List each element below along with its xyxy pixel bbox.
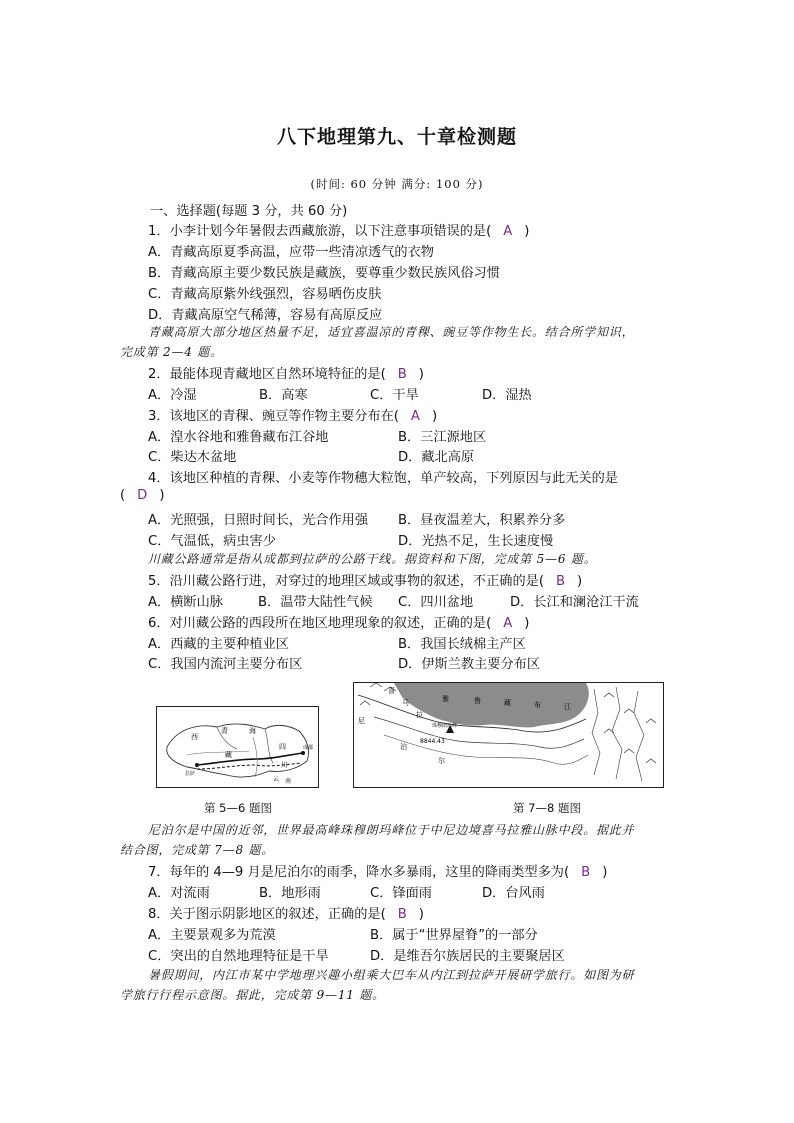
map1-label-chuan: 川 xyxy=(281,761,288,769)
question-3-stem: 3．该地区的青稞、豌豆等作物主要分布在( A ) xyxy=(148,409,438,424)
passage-1-line-1: 青藏高原大部分地区热量不足，适宜喜温凉的青稞、豌豆等作物生长。结合所学知识， xyxy=(148,325,635,339)
question-8-answer: B xyxy=(397,907,407,922)
question-2-stem: 2．最能体现青藏地区自然环境特征的是( B ) xyxy=(148,367,424,382)
highway-map-drawing xyxy=(157,707,318,787)
question-8-stem: 8．关于图示阴影地区的叙述，正确的是( B ) xyxy=(148,907,424,922)
question-4-option-c: C．气温低，病虫害少 xyxy=(148,534,276,549)
map2-label-ya: 雅 xyxy=(442,695,449,703)
passage-4-line-2: 学旅行行程示意图。据此，完成第 9—11 题。 xyxy=(120,988,385,1002)
river-east-3 xyxy=(634,691,644,781)
map2-label-lu: 鲁 xyxy=(474,697,481,705)
question-5-option-c: C．四川盆地 xyxy=(398,595,474,610)
map2-label-la: 拉 xyxy=(416,711,423,719)
question-6-option-c: C．我国内流河主要分布区 xyxy=(148,657,303,672)
question-7-option-c: C．锋面雨 xyxy=(370,886,432,901)
question-7-answer: B xyxy=(581,865,591,880)
question-4-answer: D xyxy=(137,488,148,503)
map2-label-jiang: 江 xyxy=(564,703,571,711)
question-8-option-a: A．主要景观多为荒漠 xyxy=(148,928,276,943)
question-6-option-d: D．伊斯兰教主要分布区 xyxy=(398,657,541,672)
question-4-option-d: D．光热不足，生长速度慢 xyxy=(398,534,554,549)
question-3-option-b: B．三江源地区 xyxy=(398,430,487,445)
shaded-plateau-region xyxy=(394,683,589,727)
question-5-answer: B xyxy=(555,574,566,589)
map2-label-bu: 布 xyxy=(534,701,541,709)
sichuan-tibet-highway-map xyxy=(156,706,319,788)
question-2-option-d: D．湿热 xyxy=(482,388,532,403)
passage-1-line-2: 完成第 2—4 题。 xyxy=(120,345,223,359)
map1-label-lhasa: 拉萨 xyxy=(185,771,196,777)
map2-label-bo: 泊 xyxy=(400,743,407,751)
map1-label-qing: 青 xyxy=(221,727,228,735)
map1-label-si: 四 xyxy=(279,743,286,751)
question-3-option-c: C．柴达木盆地 xyxy=(148,450,237,465)
question-1-stem: 1．小李计划今年暑假去西藏旅游，以下注意事项错误的是( A ) xyxy=(148,224,530,239)
question-4-answer-line: ( D ) xyxy=(120,488,165,503)
map2-label-elevation: 8844.43 xyxy=(420,738,445,745)
map2-label-zang: 藏 xyxy=(504,699,511,707)
map2-label-everest: 珠穆朗玛峰 xyxy=(432,723,458,729)
river-south xyxy=(384,735,588,764)
exam-info: (时间: 60 分钟 满分: 100 分) xyxy=(310,177,484,191)
question-3-answer: A xyxy=(410,409,420,424)
question-1-option-b: B．青藏高原主要少数民族是藏族，要尊重少数民族风俗习惯 xyxy=(148,266,500,281)
map2-label-ni: 尼 xyxy=(358,717,365,725)
question-4-stem: 4．该地区种植的青稞、小麦等作物穗大粒饱，单产较高，下列原因与此无关的是 xyxy=(148,471,618,486)
nepal-himalaya-map xyxy=(353,682,664,788)
map1-label-nan: 南 xyxy=(285,778,292,785)
question-7-option-a: A．对流雨 xyxy=(148,886,210,901)
question-1-option-d: D．青藏高原空气稀薄，容易有高原反应 xyxy=(148,308,383,323)
map1-label-xi: 西 xyxy=(191,733,198,741)
question-6-option-b: B．我国长绒棉主产区 xyxy=(398,637,526,652)
question-2-answer: B xyxy=(397,367,407,382)
question-1-answer: A xyxy=(503,224,513,239)
question-5-option-d: D．长江和澜沧江干流 xyxy=(510,595,639,610)
question-4-option-b: B．昼夜温差大，积累养分多 xyxy=(398,513,566,528)
river-line xyxy=(187,751,249,755)
question-1-option-c: C．青藏高原紫外线强烈，容易晒伤皮肤 xyxy=(148,287,382,302)
map2-label-xi: 喜 xyxy=(388,687,395,695)
lhasa-marker xyxy=(195,763,199,767)
question-1-option-a: A．青藏高原夏季高温，应带一些清凉透气的衣物 xyxy=(148,245,434,260)
question-7-stem: 7．每年的 4—9 月是尼泊尔的雨季，降水多暴雨，这里的降雨类型多为( B ) xyxy=(148,865,608,880)
passage-3-line-1: 尼泊尔是中国的近邻，世界最高峰珠穆朗玛峰位于中尼边境喜马拉雅山脉中段。据此并 xyxy=(148,823,635,837)
question-3-option-d: D．藏北高原 xyxy=(398,450,475,465)
question-6-stem: 6．对川藏公路的西段所在地区地理现象的叙述，正确的是( A ) xyxy=(148,616,530,631)
map1-label-yun: 云 xyxy=(273,776,280,783)
caption-map-1: 第 5—6 题图 xyxy=(204,801,272,815)
caption-map-2: 第 7—8 题图 xyxy=(513,801,581,815)
map1-label-hai: 海 xyxy=(249,727,256,735)
map2-label-ma: 马 xyxy=(402,699,409,707)
passage-2: 川藏公路通常是指从成都到拉萨的公路干线。据资料和下图，完成第 5—6 题。 xyxy=(148,552,597,566)
question-6-option-a: A．西藏的主要种植业区 xyxy=(148,637,289,652)
question-7-option-d: D．台风雨 xyxy=(482,886,545,901)
chengdu-marker xyxy=(301,751,305,755)
map1-label-chengdu: 成都 xyxy=(303,745,314,751)
question-7-option-b: B．地形雨 xyxy=(259,886,321,901)
section-heading: 一、选择题(每题 3 分，共 60 分) xyxy=(150,204,348,219)
question-8-option-c: C．突出的自然地理特征是干旱 xyxy=(148,949,329,964)
passage-4-line-1: 暑假期间，内江市某中学地理兴趣小组乘大巴车从内江到拉萨开展研学旅行。如图为研 xyxy=(148,968,635,982)
question-5-option-a: A．横断山脉 xyxy=(148,595,223,610)
question-5-option-b: B．温带大陆性气候 xyxy=(258,595,373,610)
question-8-option-b: B．属于“世界屋脊”的一部分 xyxy=(370,928,538,943)
question-2-option-a: A．冷湿 xyxy=(148,388,197,403)
river-line-2 xyxy=(253,737,257,777)
question-5-stem: 5．沿川藏公路行进，对穿过的地理区域或事物的叙述，不正确的是( B ) xyxy=(148,574,583,589)
question-8-option-d: D．是维吾尔族居民的主要聚居区 xyxy=(370,949,565,964)
question-2-option-b: B．高寒 xyxy=(259,388,308,403)
question-3-option-a: A．湟水谷地和雅鲁藏布江谷地 xyxy=(148,430,329,445)
region-outline xyxy=(167,724,309,777)
question-4-option-a: A．光照强，日照时间长，光合作用强 xyxy=(148,513,369,528)
question-6-answer: A xyxy=(503,616,513,631)
page-title: 八下地理第九、十章检测题 xyxy=(276,126,517,148)
himalaya-map-drawing xyxy=(354,683,663,787)
passage-3-line-2: 结合图，完成第 7—8 题。 xyxy=(120,843,275,857)
map1-label-zang: 藏 xyxy=(225,751,232,759)
question-2-option-c: C．干旱 xyxy=(370,388,419,403)
river-east xyxy=(592,689,600,775)
map2-label-er: 尔 xyxy=(438,757,445,765)
